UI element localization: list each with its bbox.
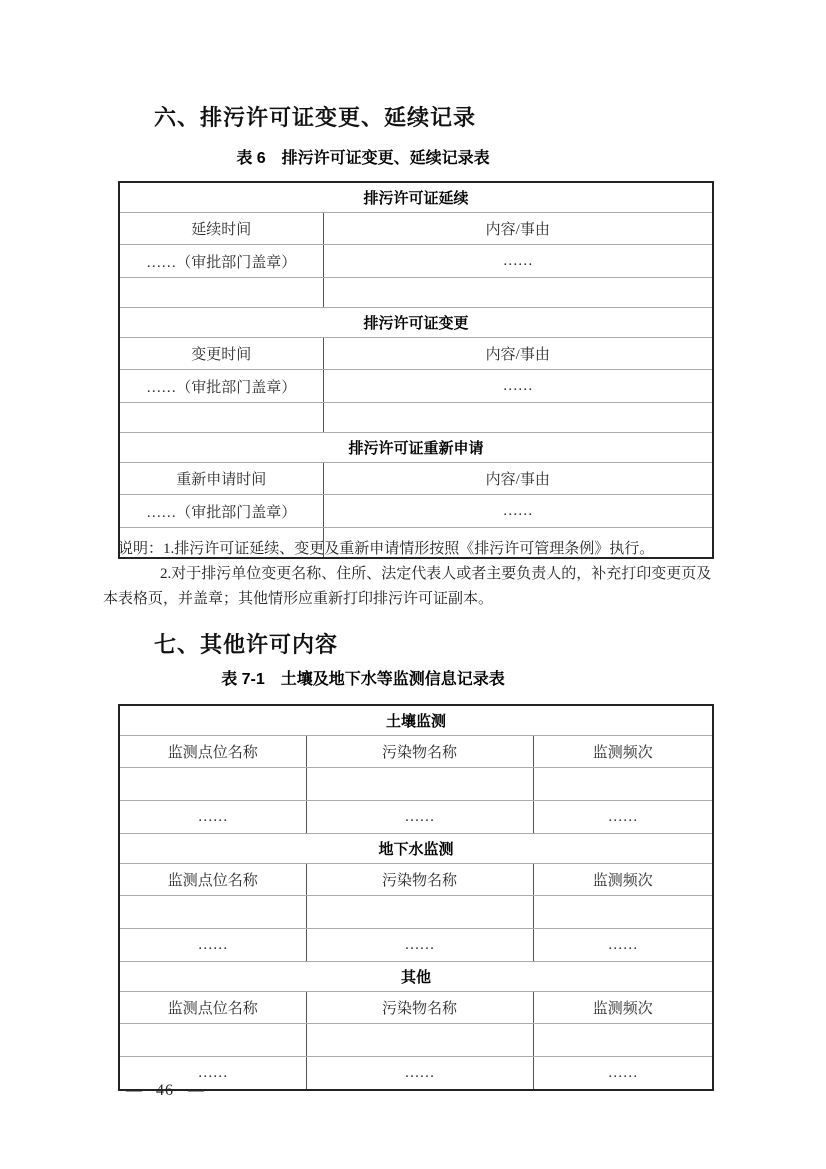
cell-col-header: 内容/事由 xyxy=(323,213,713,245)
cell-value: …… xyxy=(306,801,533,834)
table-row xyxy=(119,1057,713,1091)
table-row xyxy=(119,463,713,495)
cell-value: …… xyxy=(323,495,713,528)
cell-value: ……（审批部门盖章） xyxy=(119,495,323,528)
cell-col-header: 监测点位名称 xyxy=(119,864,306,896)
table-row xyxy=(119,896,713,929)
table-6-permit-change-renewal-record xyxy=(118,181,714,559)
cell-col-header: 重新申请时间 xyxy=(119,463,323,495)
table-row xyxy=(119,278,713,308)
cell-empty xyxy=(306,896,533,929)
table-row xyxy=(119,403,713,433)
cell-empty xyxy=(533,1024,713,1057)
section-7-heading: 七、其他许可内容 xyxy=(154,632,339,657)
table-row xyxy=(119,834,713,864)
cell-value: …… xyxy=(119,1057,306,1091)
table-row xyxy=(119,962,713,992)
table-6-caption: 表 6 排污许可证变更、延续记录表 xyxy=(236,150,490,167)
cell-col-header: 污染物名称 xyxy=(306,992,533,1024)
cell-col-header: 监测频次 xyxy=(533,736,713,768)
note-line: 2.对于排污单位变更名称、住所、法定代表人或者主要负责人的，补充打印变更页及 xyxy=(160,566,712,582)
cell-empty xyxy=(119,278,323,308)
cell-value: …… xyxy=(533,801,713,834)
page-footer xyxy=(126,1082,204,1100)
table-row xyxy=(119,370,713,403)
cell-empty xyxy=(119,1024,306,1057)
cell-col-header: 污染物名称 xyxy=(306,736,533,768)
table-row xyxy=(119,705,713,736)
cell-empty xyxy=(533,768,713,801)
cell-value: …… xyxy=(323,370,713,403)
table-row xyxy=(119,182,713,213)
cell-empty xyxy=(306,1024,533,1057)
cell-value: …… xyxy=(533,1057,713,1091)
table-7-1-soil-groundwater-monitoring-record xyxy=(118,704,714,1091)
cell-empty xyxy=(119,768,306,801)
table-7-1-caption: 表 7-1 土壤及地下水等监测信息记录表 xyxy=(221,671,505,688)
table-row xyxy=(119,245,713,278)
table-row xyxy=(119,433,713,463)
cell-col-header: 污染物名称 xyxy=(306,864,533,896)
cell-col-header: 监测点位名称 xyxy=(119,992,306,1024)
page-number: 46 xyxy=(156,1082,174,1099)
cell-empty xyxy=(306,768,533,801)
table-6-notes xyxy=(103,537,735,612)
cell-col-header: 监测点位名称 xyxy=(119,736,306,768)
table-row xyxy=(119,992,713,1024)
cell-col-header: 监测频次 xyxy=(533,864,713,896)
table-row xyxy=(119,338,713,370)
cell-empty xyxy=(533,896,713,929)
cell-empty xyxy=(323,278,713,308)
cell-empty xyxy=(119,403,323,433)
note-line: 本表格页，并盖章；其他情形应重新打印排污许可证副本。 xyxy=(103,591,494,607)
cell-empty xyxy=(323,403,713,433)
table-row xyxy=(119,929,713,962)
cell-value: …… xyxy=(533,929,713,962)
cell-section-title: 其他 xyxy=(119,962,713,992)
cell-empty xyxy=(119,896,306,929)
cell-section-title: 地下水监测 xyxy=(119,834,713,864)
table-row xyxy=(119,1024,713,1057)
cell-section-title: 排污许可证延续 xyxy=(119,182,713,213)
cell-value: …… xyxy=(119,801,306,834)
table-row xyxy=(119,213,713,245)
cell-col-header: 变更时间 xyxy=(119,338,323,370)
cell-col-header: 内容/事由 xyxy=(323,463,713,495)
cell-col-header: 监测频次 xyxy=(533,992,713,1024)
cell-value: ……（审批部门盖章） xyxy=(119,370,323,403)
cell-section-title: 土壤监测 xyxy=(119,705,713,736)
footer-dash-left: — xyxy=(126,1082,142,1099)
table-row xyxy=(119,308,713,338)
cell-value: …… xyxy=(119,929,306,962)
cell-value: ……（审批部门盖章） xyxy=(119,245,323,278)
section-6-heading: 六、排污许可证变更、延续记录 xyxy=(154,105,477,130)
table-row xyxy=(119,768,713,801)
cell-value: …… xyxy=(323,245,713,278)
cell-section-title: 排污许可证变更 xyxy=(119,308,713,338)
note-line: 说明：1.排污许可证延续、变更及重新申请情形按照《排污许可管理条例》执行。 xyxy=(118,541,655,557)
cell-col-header: 内容/事由 xyxy=(323,338,713,370)
table-row xyxy=(119,864,713,896)
cell-section-title: 排污许可证重新申请 xyxy=(119,433,713,463)
table-row xyxy=(119,495,713,528)
cell-value: …… xyxy=(306,1057,533,1091)
cell-col-header: 延续时间 xyxy=(119,213,323,245)
cell-value: …… xyxy=(306,929,533,962)
table-row xyxy=(119,801,713,834)
footer-dash-right: — xyxy=(188,1082,204,1099)
table-row xyxy=(119,736,713,768)
